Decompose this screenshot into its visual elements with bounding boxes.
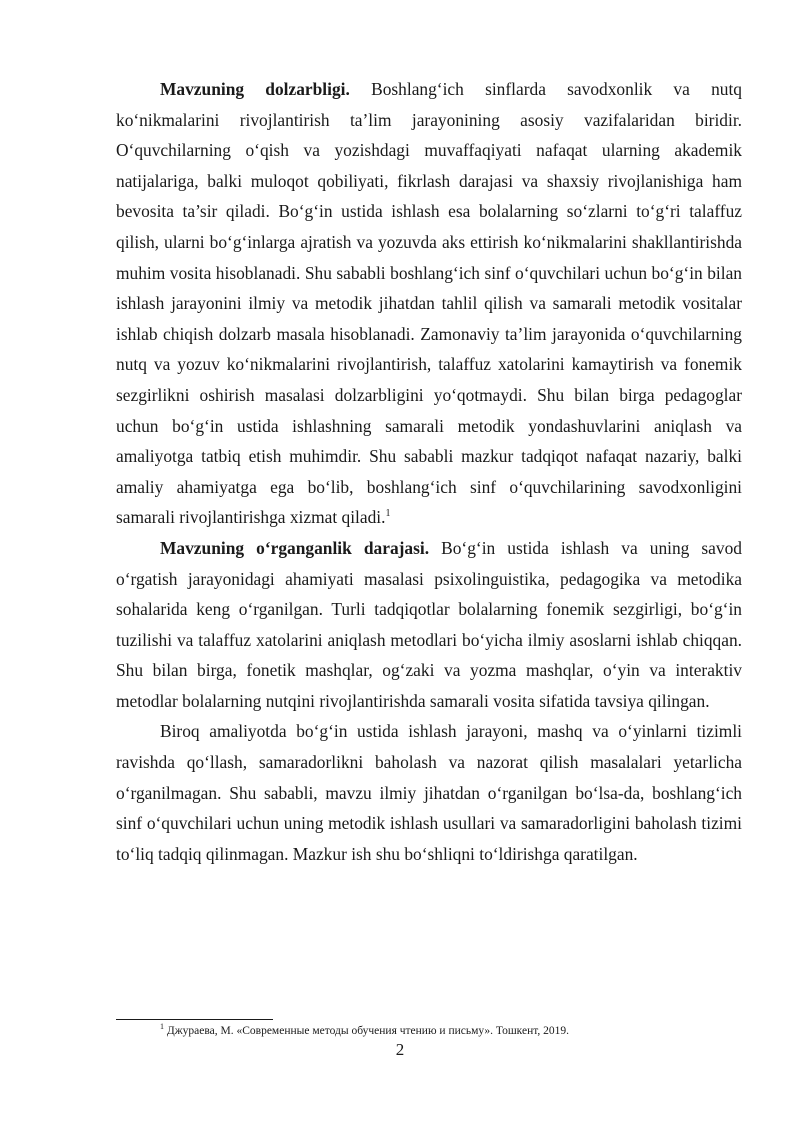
paragraph-text: Boshlang‘ich sinflarda savodxonlik va nutq ko‘nikmalarini rivojlantirish ta’lim jarayonining asosiy vazifalaridan biridir. O‘quvchilarning o‘qish va yozishdagi muvaffaqiyati nafaqat ularning akademik natijalariga, balki muloqot qobiliyati, fikrlash darajasi va shaxsiy rivojlanishiga ham bevosita ta’sir qiladi. Bo‘g‘in ustida ishlash esa bolalarning so‘zlarni to‘g‘ri talaffuz qilish, ularni bo‘g‘inlarga ajratish va yozuvda aks ettirish ko‘nikmalarini shakllantirishda muhim vosita hisoblanadi. Shu sababli boshlang‘ich sinf o‘quvchilari uchun bo‘g‘in bilan ishlash jarayonini ilmiy va metodik jihatdan tahlil qilish va samarali metodik vositalar ishlab chiqish dolzarb masala hisoblanadi. Zamonaviy ta’lim jarayonida o‘quvchilarning nutq va yozuv ko‘nikmalarini rivojlantirish, talaffuz xatolarini kamaytirish va fonemik sezgirlikni oshirish masalasi dolzarbligini yo‘qotmaydi. Shu bilan birga pedagoglar uchun bo‘g‘in ustida ishlashning samarali metodik yondashuvlarini aniqlash va amaliyotga tatbiq etish muhimdir. Shu sababli mazkur tadqiqot nafaqat nazariy, balki amaliy ahamiyatga ega bo‘lib, boshlang‘ich sinf o‘quvchilarining savodxonligini samarali rivojlantirishga xizmat qiladi. [116, 79, 742, 528]
paragraph-relevance [116, 74, 742, 533]
paragraph-study-level [116, 533, 742, 717]
paragraph-gap [116, 716, 742, 869]
footnote-separator [116, 1019, 273, 1020]
footnote-text: Джураева, М. «Современные методы обучения чтению и письму». Тошкент, 2019. [164, 1025, 570, 1037]
page-number: 2 [395, 1040, 405, 1059]
paragraph-text: Bo‘g‘in ustida ishlash va uning savod o‘rgatish jarayonidagi ahamiyati masalasi psixolinguistika, pedagogika va metodika sohalarida keng o‘rganilgan. Turli tadqiqotlar bolalarning fonemik sezgirligi, bo‘g‘in tuzilishi va talaffuz xatolarini aniqlash metodlari bo‘yicha ilmiy asoslarni ishlab chiqqan. Shu bilan birga, fonetik mashqlar, og‘zaki va yozma mashqlar, o‘yin va interaktiv metodlar bolalarning nutqini rivojlantirishda samarali vosita sifatida tavsiya qilingan. [116, 537, 742, 711]
paragraph-text: Biroq amaliyotda bo‘g‘in ustida ishlash jarayoni, mashq va o‘yinlarni tizimli ravishda qo‘llash, samaradorlikni baholash va nazorat qilish masalalari yetarlicha o‘rganilmagan. Shu sababli, mavzu ilmiy jihatdan o‘rganilgan bo‘lsa-da, boshlang‘ich sinf o‘quvchilari uchun uning metodik ishlash usullari va samaradorligini baholash tizimi to‘liq tadqiq qilinmagan. Mazkur ish shu bo‘shliqni to‘ldirishga qaratilgan. [116, 721, 742, 864]
footnote [160, 1024, 569, 1038]
paragraph-heading: Mavzuning dolzarbligi. [160, 79, 350, 99]
footnote-number: 1 [160, 1022, 164, 1032]
paragraph-heading: Mavzuning o‘rganganlik darajasi. [160, 537, 430, 558]
page-body [116, 74, 742, 869]
footnote-reference[interactable]: 1 [385, 508, 391, 520]
